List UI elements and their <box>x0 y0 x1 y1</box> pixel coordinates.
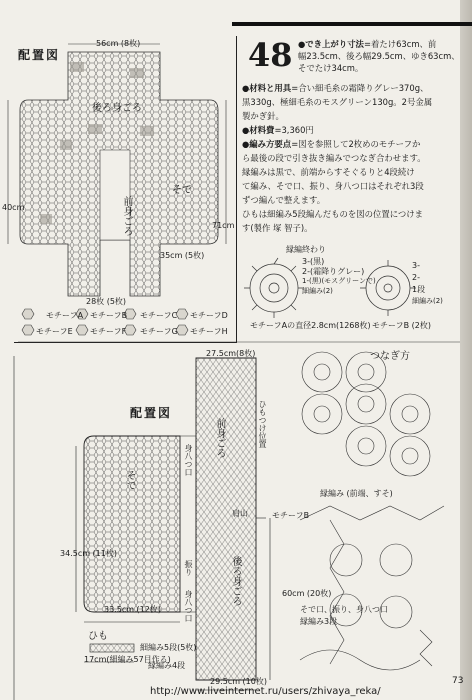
motif-b-note-0: 3- <box>412 261 420 270</box>
top-bottom-label: 28枚 (5枚) <box>86 297 127 306</box>
method-line6: ひもは細編み5段編んだものを図の位置につけま <box>242 209 424 219</box>
size-title: ●でき上がり寸法 <box>298 39 364 49</box>
size-line3: そでたけ34cm。 <box>298 63 364 73</box>
sleeve-note: そで口、振り、身八つ口 <box>300 605 388 614</box>
edge-title: 縁編み (前端、すそ) <box>320 489 393 498</box>
material-line2: 黒330g、極細毛糸のモスグリーン130g。2号金属 <box>242 97 433 107</box>
top-front-label: 前身ごろ <box>121 196 132 236</box>
top-waist-label: 35cm (5枚) <box>160 251 205 260</box>
method-line7: す(製作 塚 智子)。 <box>242 223 313 233</box>
top-sleeve-label: そで <box>172 185 192 196</box>
bottom-motif-b-label: モチーフB <box>272 511 310 520</box>
bottom-sleeve-label: そで <box>124 470 135 490</box>
top-right-label: 71cm <box>212 221 235 230</box>
size-block <box>298 38 458 50</box>
motif-b-caption: モチーフB (2枚) <box>372 321 431 330</box>
sleeve-note2: 縁編み3段 <box>300 617 338 626</box>
legend-c: モチーフC <box>140 311 178 320</box>
join-title: つなぎ方 <box>370 351 410 362</box>
bottom-body-width: 29.5cm (10枚) <box>210 677 267 686</box>
cost-block <box>242 124 452 136</box>
motif-a-note-4: 細編み(2) <box>302 287 333 295</box>
material-line3: 製かぎ針。 <box>242 111 284 121</box>
method-block <box>242 138 452 150</box>
material-title: ●材料と用具 <box>242 83 292 93</box>
method-line4: て編み、そで口、振り、身八つ口はそれぞれ3段 <box>242 181 424 191</box>
motif-a-note-0: 縁編終わり <box>286 245 326 254</box>
side-label-2: 身八つ口 <box>184 590 193 622</box>
method-line3: 縁編みは黒で、前端からすそぐるりと4段続け <box>242 167 415 177</box>
top-side-label: 40cm <box>2 203 25 212</box>
legend-b: モチーフB <box>90 311 128 320</box>
motif-b-note-2: 1段 <box>412 285 426 294</box>
top-width-label: 56cm (8枚) <box>96 39 141 48</box>
join-diagram <box>302 352 430 476</box>
himo-label: ひも <box>88 631 108 642</box>
legend-e: モチーフE <box>36 327 73 336</box>
legend-f: モチーフF <box>90 327 127 336</box>
bottom-diagram-title: 配置図 <box>130 406 173 420</box>
side-label-1: 振り <box>184 560 193 576</box>
side-label-0: 身八つ口 <box>184 444 193 476</box>
legend-a: モチーフA <box>46 311 84 320</box>
material-block <box>242 82 452 94</box>
motif-b-note-1: 2- <box>412 273 420 282</box>
top-diagram-title: 配置図 <box>18 48 61 62</box>
bottom-back-label: 後ろ身ごろ <box>230 556 241 606</box>
size-line1: =着たけ63cm、前 <box>363 39 437 49</box>
legend-h: モチーフH <box>190 327 228 336</box>
method-line5: ずつ編んで整えます。 <box>242 195 326 205</box>
pattern-number: 48 <box>248 36 293 74</box>
material-line1: =合い細毛糸の霜降りグレー370g、 <box>291 83 429 93</box>
legend-g: モチーフG <box>140 327 178 336</box>
page-number: 73 <box>452 676 464 686</box>
method-line2: ら最後の段で引き抜き編みでつなぎ合わせます。 <box>242 153 426 163</box>
bottom-front-label: 前身ごろ <box>214 418 225 458</box>
bottom-collar-label: ひもつけ位置 <box>258 400 267 448</box>
motif-a-note-3: 1-(黒)(モスグリーンで) <box>302 277 376 285</box>
motif-a-diagram <box>244 258 304 318</box>
bottom-body-height: 60cm (20枚) <box>282 589 332 598</box>
motif-b-diagram <box>360 260 416 316</box>
cost-title: ●材料費 <box>242 125 275 135</box>
bottom-width-top: 27.5cm(8枚) <box>206 349 256 358</box>
source-url: http://www.liveinternet.ru/users/zhivaya_reka/ <box>150 686 381 697</box>
edge-note: 縁編み4段 <box>148 661 186 670</box>
motif-a-note-1: 3-(黒) <box>302 257 325 266</box>
method-title: ●編み方要点 <box>242 139 292 149</box>
motif-a-caption: モチーフAの直径2.8cm(1268枚) <box>250 321 371 330</box>
cost-value: =3,360円 <box>274 125 314 135</box>
bottom-sleeve-height: 34.5cm (11枚) <box>60 549 117 558</box>
himo-length: 17cm(細編み57目作る) <box>84 655 171 664</box>
method-line1: =図を参照して2枚めのモチーフか <box>291 139 421 149</box>
motif-a-note-2: 2-(霜降りグレー) <box>302 267 365 276</box>
bottom-sleeve-width: 33.5cm (12枚) <box>104 605 161 614</box>
motif-b-note-3: 細編み(2) <box>412 297 443 305</box>
top-back-label: 後ろ身ごろ <box>92 103 142 114</box>
himo-detail: 細編み5段(5枚) <box>140 643 197 652</box>
legend-d: モチーフD <box>190 311 228 320</box>
bottom-shoulder-label: 肩山 <box>232 509 248 518</box>
edge-diagram <box>300 506 444 670</box>
size-line2: 幅23.5cm、後ろ幅29.5cm、ゆき63cm、 <box>298 51 460 61</box>
